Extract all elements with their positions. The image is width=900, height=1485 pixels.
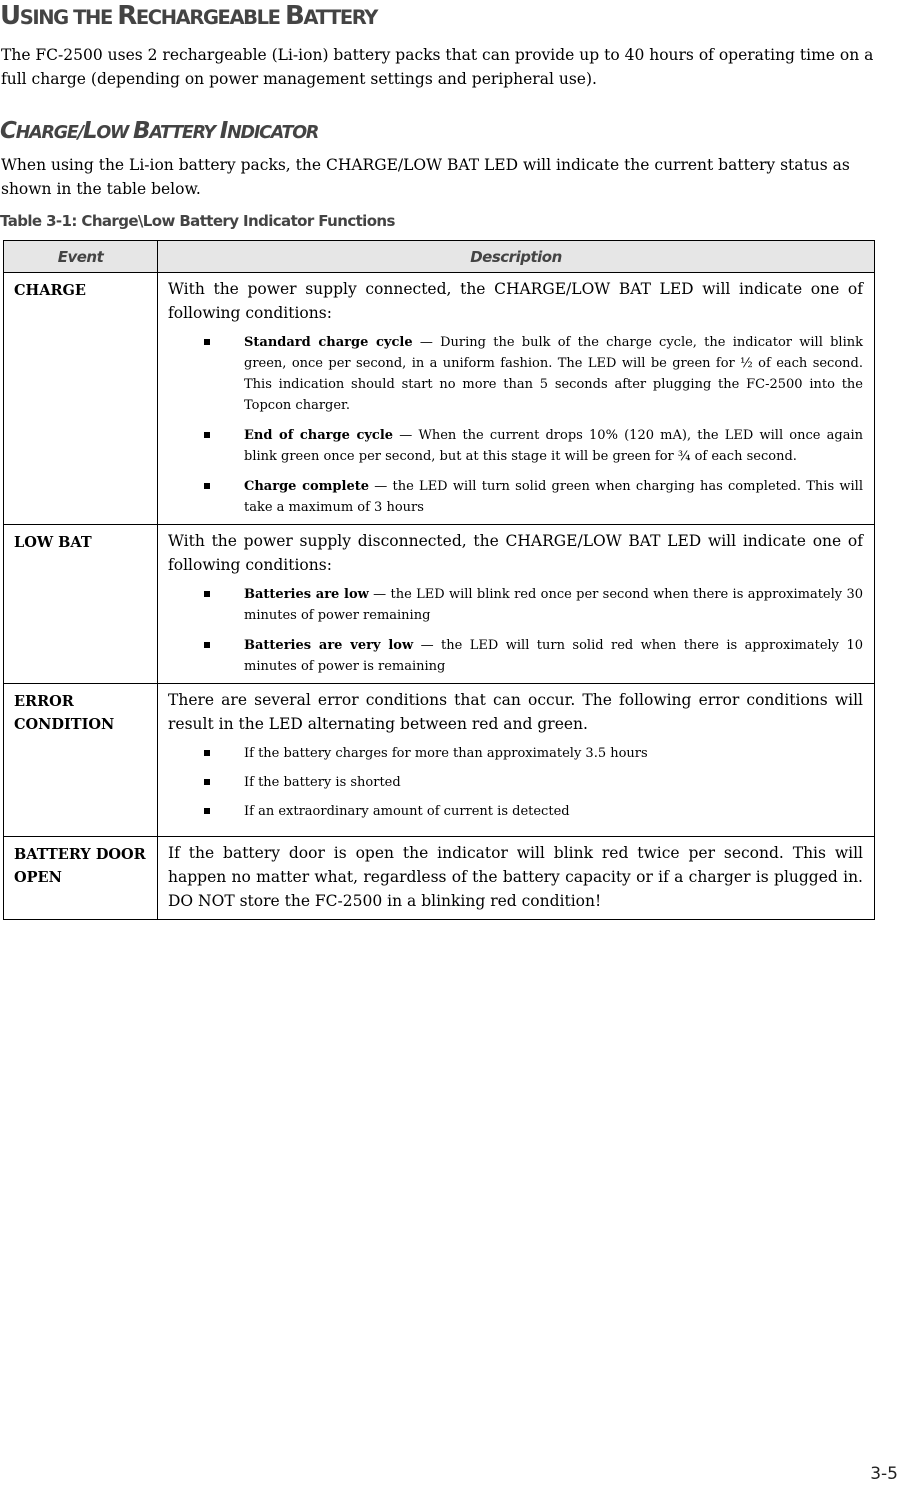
column-header-event: Event [4, 241, 158, 273]
bullet-item [168, 743, 863, 764]
bullet-term: Batteries are very low [244, 638, 414, 653]
event-cell: LOW BAT [4, 525, 158, 684]
bullet-term: Standard charge cycle [244, 335, 413, 350]
heading-part: U [0, 1, 20, 31]
description-cell [158, 525, 875, 684]
subheading-part: L [82, 118, 97, 144]
subheading-part: ATTERY [149, 123, 220, 143]
subheading-part: B [133, 118, 150, 144]
bullet-term: End of charge cycle [244, 428, 394, 443]
table-caption: Table 3-1: Charge\Low Battery Indicator Functions [0, 212, 395, 230]
description-text: With the power supply disconnected, the CHARGE/LOW BAT LED will indicate one of following conditions: [168, 532, 863, 574]
page-heading [0, 0, 377, 34]
event-cell: CHARGE [4, 273, 158, 525]
description-text: With the power supply connected, the CHARGE/LOW BAT LED will indicate one of following conditions: [168, 280, 863, 322]
bullet-text: If the battery charges for more than approximately 3.5 hours [244, 746, 648, 761]
description-cell [158, 837, 875, 920]
table-row [4, 525, 875, 684]
table-row [4, 273, 875, 525]
event-cell: BATTERY DOOR OPEN [4, 837, 158, 920]
bullet-term: Charge complete [244, 479, 369, 494]
heading-part: B [284, 1, 304, 31]
bullet-separator: — [393, 428, 419, 443]
bullet-text: If the battery is shorted [244, 775, 401, 790]
description-text: If the battery door is open the indicator will blink red twice per second. This will happen no matter what, regardless of the battery capacity or if a charger is plugged in. DO NOT store the FC-2500 in a blinking red condition! [168, 844, 863, 910]
bullet-text: When the current drops 10% (120 mA), the LED will once again blink green once per second, but at this stage it will be green for ¾ of each second. [244, 428, 864, 464]
subheading-part: OW [96, 123, 134, 143]
bullet-separator: — [369, 479, 393, 494]
bullet-text: the LED will turn solid red when there is approximately 10 minutes of power is remaining [244, 638, 864, 674]
bullet-text: During the bulk of the charge cycle, the indicator will blink green, once per second, in a uniform fashion. The LED will be green for ½ of each second. This indication should start no more than 5 seconds after plugging the FC-2500 into the Topcon charger. [244, 335, 863, 413]
bullet-item [168, 425, 863, 467]
table-row [4, 684, 875, 837]
bullet-item [168, 476, 863, 518]
bullet-text: If an extraordinary amount of current is detected [244, 804, 570, 819]
bullet-text: the LED will blink red once per second when there is approximately 30 minutes of power remaining [244, 587, 863, 623]
heading-part: ECHARGEABLE [135, 6, 285, 29]
bullet-item [168, 635, 863, 677]
description-cell [158, 273, 875, 525]
description-cell [158, 684, 875, 837]
bullet-separator: — [412, 335, 441, 350]
bullet-separator: — [413, 638, 442, 653]
bullet-list [168, 743, 863, 822]
subheading-part: I [219, 118, 228, 144]
subheading-part: NDICATOR [227, 123, 319, 143]
bullet-text: the LED will turn solid green when charging has completed. This will take a maximum of 3 hours [244, 479, 863, 515]
bullet-item [168, 584, 863, 626]
bullet-item [168, 772, 863, 793]
intro-paragraph: The FC-2500 uses 2 rechargeable (Li-ion) battery packs that can provide up to 40 hours of operating time on a full charge (depending on power management settings and peripheral use). [1, 46, 874, 88]
subheading-part: C [0, 118, 16, 144]
bullet-list [168, 332, 863, 518]
bullet-item [168, 801, 863, 822]
section-paragraph: When using the Li-ion battery packs, the CHARGE/LOW BAT LED will indicate the current battery status as shown in the table below. [1, 156, 850, 198]
section-heading [0, 117, 318, 147]
page-number: 3-5 [870, 1464, 898, 1484]
column-header-description: Description [158, 241, 875, 273]
bullet-item [168, 332, 863, 416]
bullet-list [168, 584, 863, 677]
indicator-table [3, 240, 875, 920]
bullet-term: Batteries are low [244, 587, 369, 602]
bullet-separator: — [368, 587, 391, 602]
heading-part: R [117, 1, 136, 31]
event-cell: ERROR CONDITION [4, 684, 158, 837]
subheading-part: HARGE/ [15, 123, 83, 143]
table-row [4, 837, 875, 920]
table-header-row [4, 241, 875, 273]
description-text: There are several error conditions that can occur. The following error conditions will result in the LED alternating between red and green. [168, 691, 863, 733]
heading-part: SING THE [19, 6, 118, 29]
heading-part: ATTERY [303, 6, 378, 29]
